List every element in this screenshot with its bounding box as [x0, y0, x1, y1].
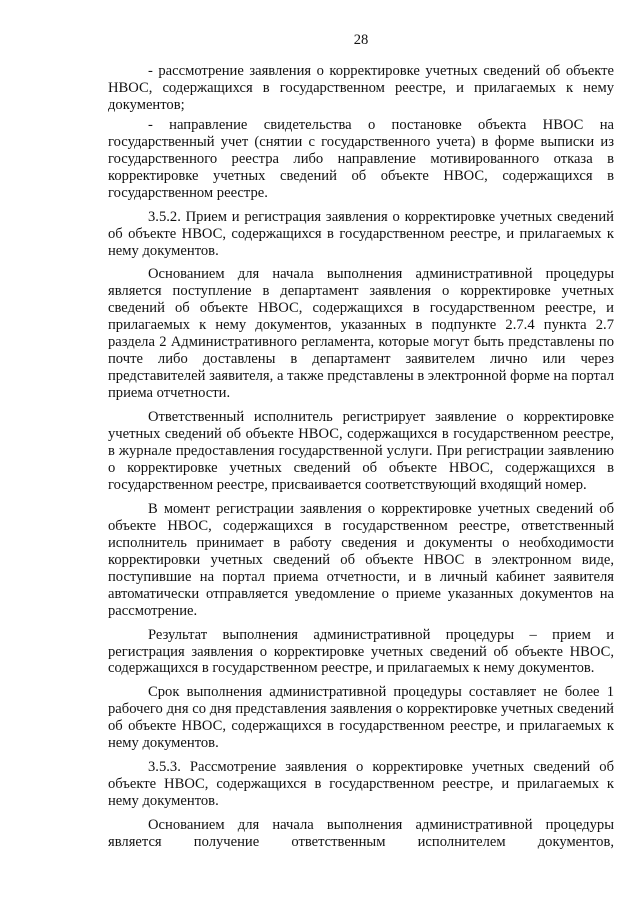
section-heading-3-5-2: 3.5.2. Прием и регистрация заявления о корректировке учетных сведений об объекте НВОС, содержащихся в государственном реестре, и прилагаемых к нему документов.: [108, 208, 614, 259]
page-number: 28: [353, 32, 369, 48]
list-item-review: - рассмотрение заявления о корректировке учетных сведений об объекте НВОС, содержащихся в государственном реестре, и прилагаемых к нему документов;: [108, 63, 614, 113]
paragraph-result: Результат выполнения административной процедуры – прием и регистрация заявления о корректировке учетных сведений об объекте НВОС, содержащихся в государственном реестре, и прилагаемых к нему документов.: [108, 626, 614, 677]
paragraph-deadline: Срок выполнения административной процедуры составляет не более 1 рабочего дня со дня представления заявления о корректировке учетных сведений об объекте НВОС, содержащихся в государственном реестре, и прилагаемых к нему документов.: [108, 684, 614, 752]
paragraph-registration: Ответственный исполнитель регистрирует заявление о корректировке учетных сведений об объекте НВОС, содержащихся в государственном реестре, в журнале предоставления государственной услуги. При регистрации заявлению о корректировке учетных сведений об объекте НВОС, содержащихся в государственном реестре, присваивается соответствующий входящий номер.: [108, 409, 614, 493]
document-page: [108, 32, 614, 858]
section-heading-3-5-3: 3.5.3. Рассмотрение заявления о корректировке учетных сведений об объекте НВОС, содержащихся в государственном реестре, и прилагаемых к нему документов.: [108, 759, 614, 810]
paragraph-electronic-receipt: В момент регистрации заявления о корректировке учетных сведений об объекте НВОС, содержащихся в государственном реестре, ответственный исполнитель принимает в работу сведения и документы о необходимости корректировки учетных сведений об объекте НВОС в электронном виде, поступившие на портал приема отчетности, и в личный кабинет заявителя автоматически отправляется уведомление о приеме указанных документов на рассмотрение.: [108, 500, 614, 619]
paragraph-basis: Основанием для начала выполнения административной процедуры является поступление в департамент заявления о корректировке учетных сведений об объекте НВОС, содержащихся в государственном реестре, и прилагаемых к нему документов, указанных в подпункте 2.7.4 пункта 2.7 раздела 2 Административного регламента, которые могут быть представлены по почте либо доставлены в департамент заявителем лично или через представителей заявителя, а также представлены в электронной форме на портал приема отчетности.: [108, 266, 614, 402]
paragraph-basis-review: Основанием для начала выполнения административной процедуры является получение ответственным исполнителем документов,: [108, 817, 614, 851]
list-item-certificate: - направление свидетельства о постановке объекта НВОС на государственный учет (снятии с государственного учета) в форме выписки из государственного реестра либо направление мотивированного отказа в корректировке учетных сведений об объекте НВОС, содержащихся в государственном реестре.: [108, 116, 614, 201]
